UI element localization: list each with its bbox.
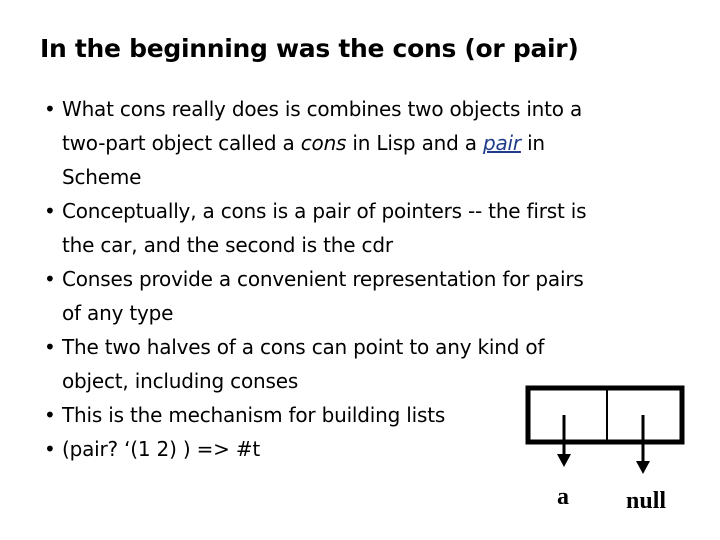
bullet-line: • Conceptually, a cons is a pair of pointers -- the first is xyxy=(62,199,587,223)
bullet-line xyxy=(62,126,704,160)
bullet-line: • (pair? ‘(1 2) ) => #t xyxy=(62,437,261,461)
bullet-line: • What cons really does is combines two objects into a xyxy=(62,97,583,121)
cons-cell-diagram xyxy=(520,384,700,524)
cons-cell-box xyxy=(528,388,682,442)
bullet-line: Scheme xyxy=(62,165,142,189)
bullet-line: • The two halves of a cons can point to any kind of xyxy=(62,335,545,359)
bullet-line: • This is the mechanism for building lists xyxy=(62,403,446,427)
car-label: a xyxy=(557,484,569,510)
bullet-line: of any type xyxy=(62,301,174,325)
bullet-item xyxy=(44,194,704,262)
cdr-arrowhead-icon xyxy=(636,461,650,474)
slide-title: In the beginning was the cons (or pair) xyxy=(40,34,579,63)
text-run: two-part object called a xyxy=(62,131,301,155)
pair-link[interactable]: pair xyxy=(482,131,521,155)
car-arrowhead-icon xyxy=(557,454,571,467)
cons-cell-svg xyxy=(520,384,700,524)
text-run: in xyxy=(520,131,545,155)
bullet-line: object, including conses xyxy=(62,369,299,393)
bullet-line: the car, and the second is the cdr xyxy=(62,233,393,257)
cdr-label: null xyxy=(626,488,667,514)
bullet-item xyxy=(44,92,704,194)
bullet-item xyxy=(44,262,704,330)
text-run: in Lisp and a xyxy=(346,131,483,155)
cons-term: cons xyxy=(300,131,347,155)
bullet-line: • Conses provide a convenient representation for pairs xyxy=(62,267,584,291)
